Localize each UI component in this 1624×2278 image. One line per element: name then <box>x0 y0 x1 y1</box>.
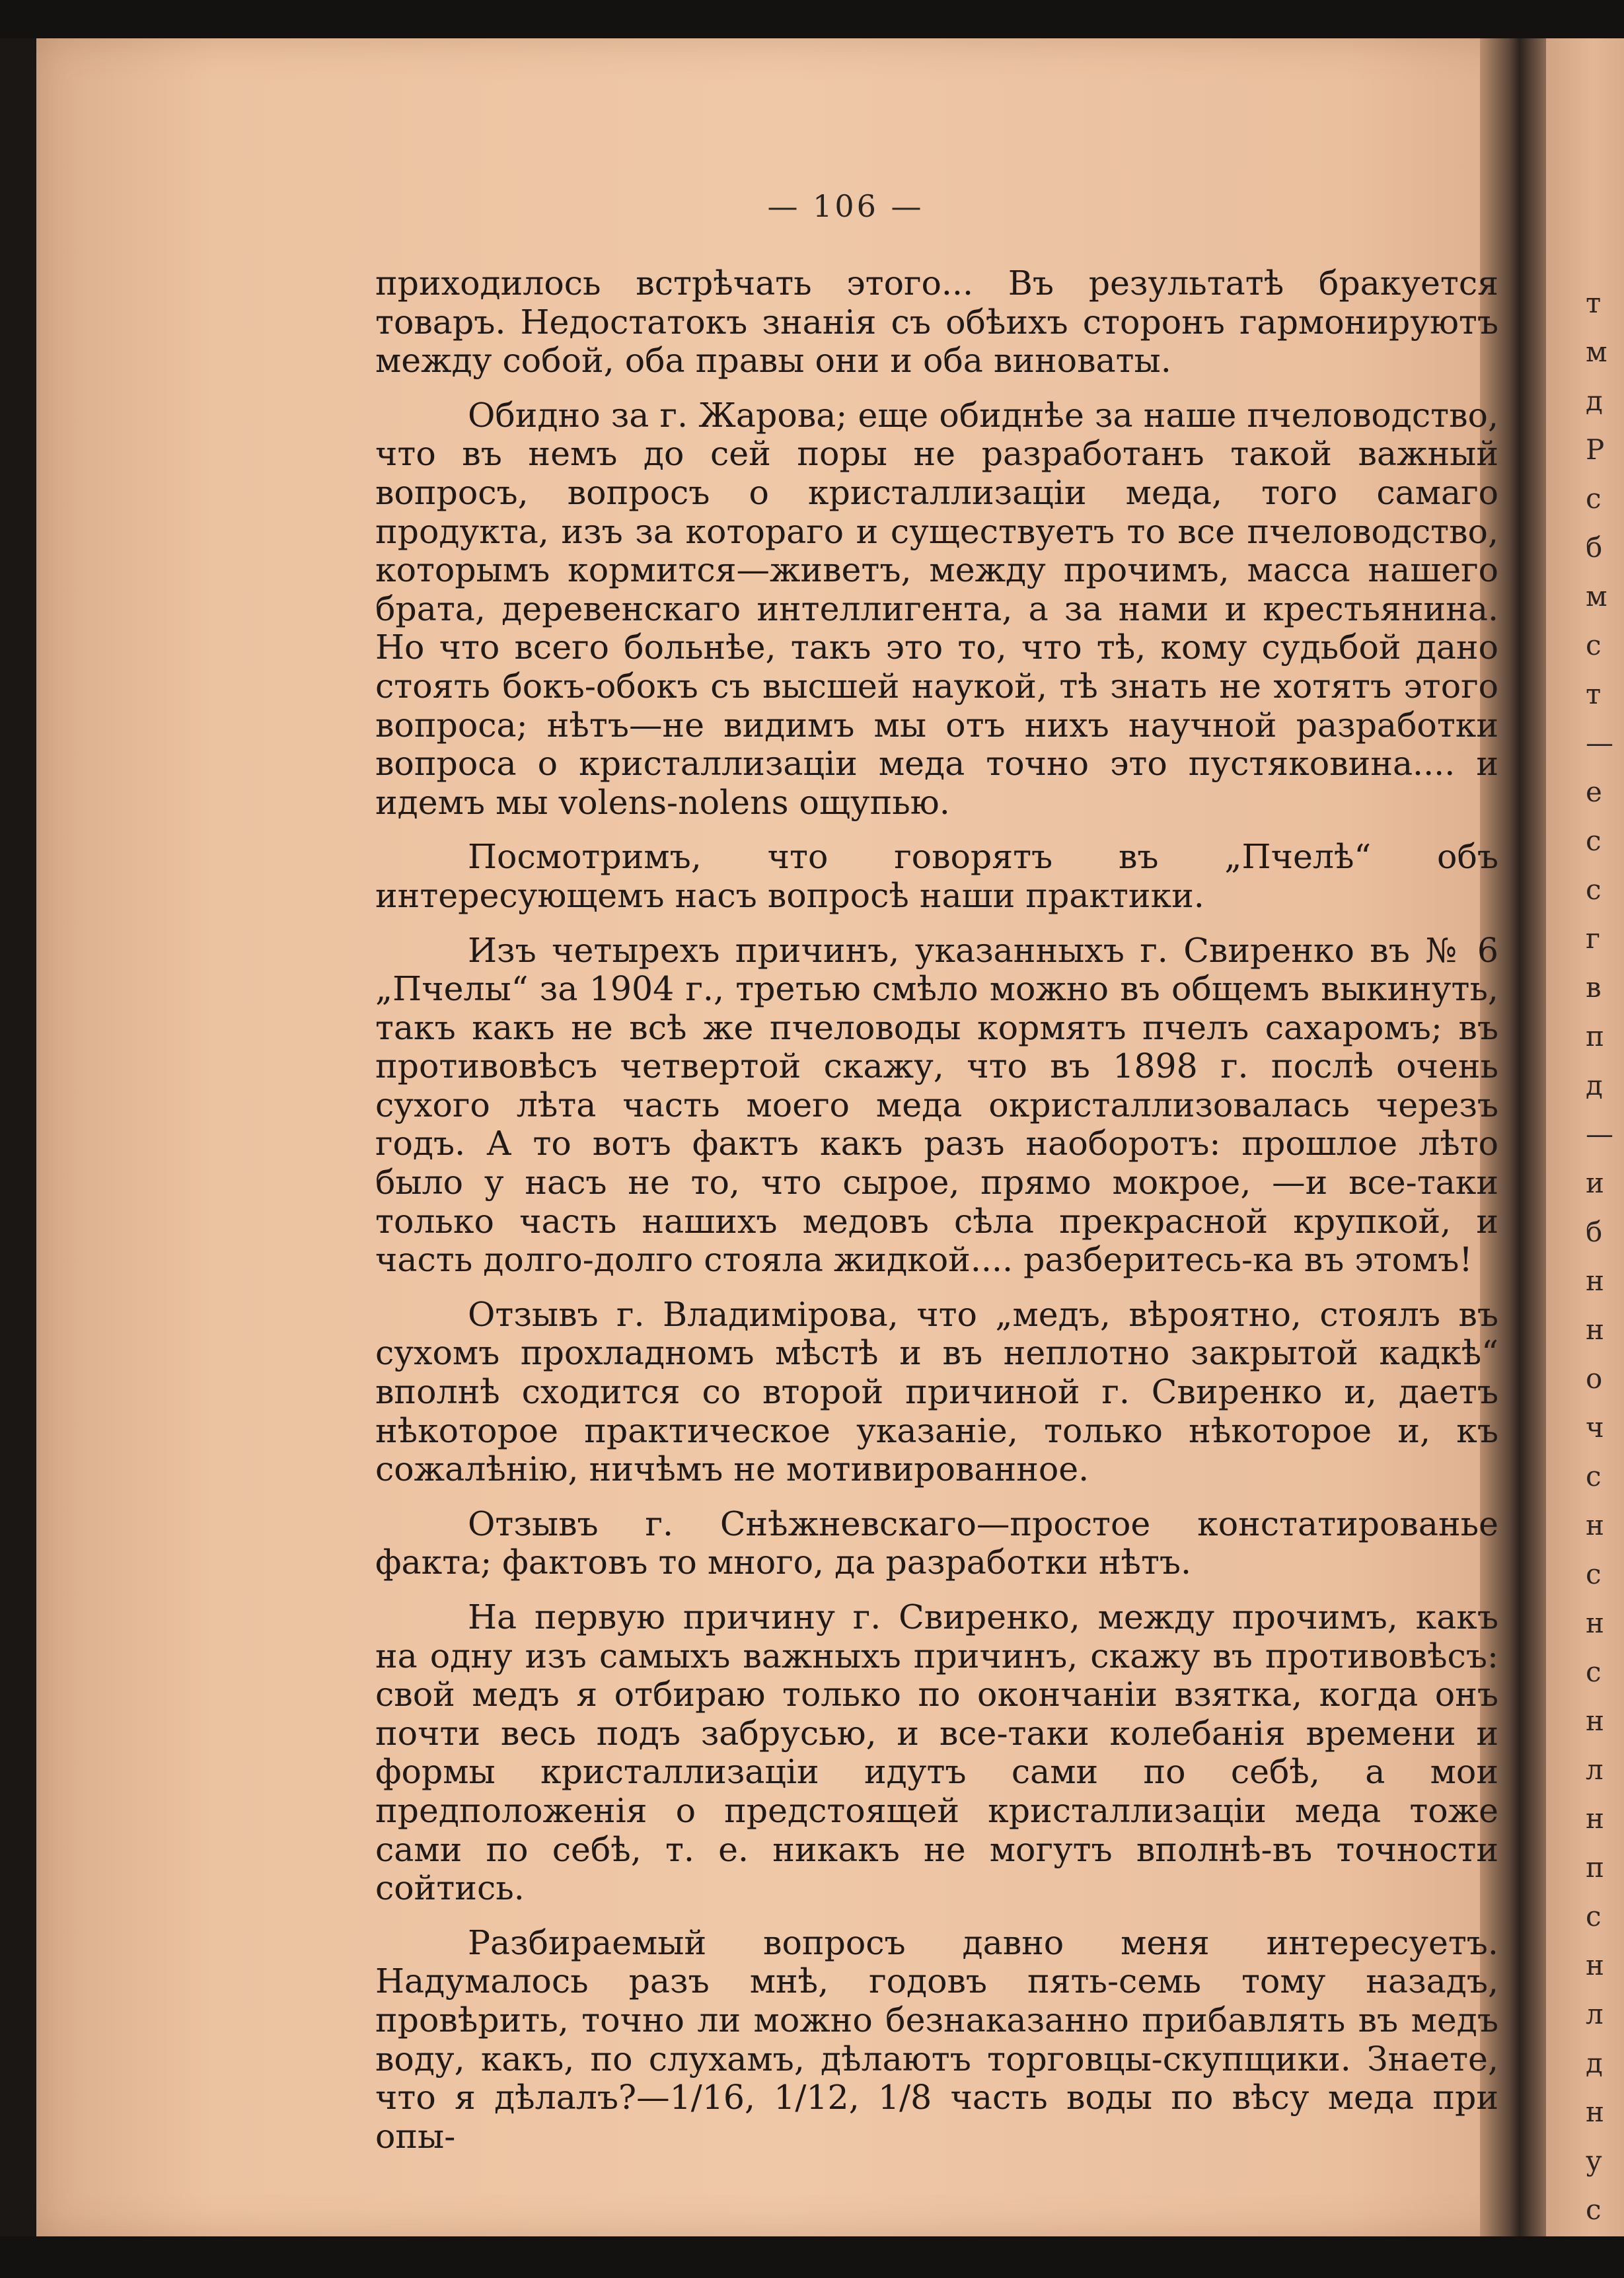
adjacent-page-glyph: с <box>1586 825 1602 857</box>
adjacent-page-glyph: в <box>1586 971 1602 1004</box>
paragraph-6: Отзывъ г. Снѣжневскаго—простое констатированье факта; фактовъ то много, да разработки нѣтъ. <box>375 1504 1498 1582</box>
adjacent-page-glyph: у <box>1586 2145 1602 2177</box>
adjacent-page-glyph: с <box>1586 482 1602 515</box>
adjacent-page-glyph: н <box>1586 1265 1604 1297</box>
scan-bottom-border <box>0 2236 1624 2278</box>
adjacent-page-glyph: н <box>1586 1607 1604 1639</box>
paragraph-4: Изъ четырехъ причинъ, указанныхъ г. Свиренко въ № 6 „Пчелы“ за 1904 г., третью смѣло можно въ общемъ выкинуть, такъ какъ не всѣ же пчеловоды кормятъ пчелъ сахаромъ; въ противовѣсъ четвертой скажу, что въ 1898 г. послѣ очень сухого лѣта часть моего меда окристаллизовалась черезъ годъ. А то вотъ фактъ какъ разъ наоборотъ: прошлое лѣто было у насъ не то, что сырое, прямо мокрое, —и все-таки только часть нашихъ медовъ сѣла прекрасной крупкой, и часть долго-долго стояла жидкой.... разберитесь-ка въ этомъ! <box>375 930 1498 1280</box>
adjacent-page-glyph: с <box>1586 2193 1602 2226</box>
adjacent-page-glyph: — <box>1586 1118 1613 1150</box>
adjacent-page-glyph: н <box>1586 1313 1604 1346</box>
adjacent-page-glyph: д <box>1586 2047 1603 2079</box>
adjacent-page-glyph: н <box>1586 2096 1604 2128</box>
adjacent-page-glyph: с <box>1586 1460 1602 1492</box>
adjacent-page-glyph: м <box>1586 580 1607 612</box>
adjacent-page-glyph: и <box>1586 1167 1604 1199</box>
adjacent-page-glyph: п <box>1586 1851 1604 1884</box>
adjacent-page-glyph: л <box>1586 1753 1604 1786</box>
adjacent-page-glyph: Р <box>1586 433 1605 466</box>
adjacent-page-glyph: н <box>1586 1509 1604 1541</box>
adjacent-page-glyph: н <box>1586 1949 1604 1981</box>
adjacent-page-glyph: ч <box>1586 1411 1604 1444</box>
scan-top-border <box>0 0 1624 38</box>
paragraph-5: Отзывъ г. Владимірова, что „медъ, вѣроятно, стоялъ въ сухомъ прохладномъ мѣстѣ и въ неплотно закрытой кадкѣ“ вполнѣ сходится со второй причиной г. Свиренко и, даетъ нѣкоторое практическое указаніе, только нѣкоторое и, къ сожалѣнію, ничѣмъ не мотивированное. <box>375 1294 1498 1489</box>
adjacent-page-glyph: г <box>1586 922 1601 955</box>
adjacent-page-glyph: с <box>1586 629 1602 661</box>
adjacent-page-glyph: б <box>1586 1216 1603 1248</box>
paragraph-1: приходилось встрѣчать этого... Въ результатѣ бракуется товаръ. Недостатокъ знанія съ обѣихъ сторонъ гармонируютъ между собой, оба правы они и оба виноваты. <box>375 264 1498 381</box>
adjacent-page-glyph: е <box>1586 776 1602 808</box>
paragraph-2: Обидно за г. Жарова; еще обиднѣе за наше пчеловодство, что въ немъ до сей поры не разработанъ такой важный вопросъ, вопросъ о кристаллизаціи меда, того самаго продукта, изъ за котораго и существуетъ то все пчеловодство, которымъ кормится—живетъ, между прочимъ, масса нашего брата, деревенскаго интеллигента, а за нами и крестьянина. Но что всего больнѣе, такъ это то, что тѣ, кому судьбой дано стоять бокъ-обокъ съ высшей наукой, тѣ знать не хотятъ этого вопроса; нѣтъ—не видимъ мы отъ нихъ научной разработки вопроса о кристаллизаціи меда точно это пустяковина.... и идемъ мы volens-nolens ощупью. <box>375 395 1498 822</box>
page-number: — 106 — <box>767 188 924 224</box>
adjacent-page-glyph: с <box>1586 1558 1602 1590</box>
adjacent-page-glyph: т <box>1586 287 1602 319</box>
adjacent-page-glyph: — <box>1586 727 1613 759</box>
adjacent-page-glyph: о <box>1586 1362 1603 1395</box>
adjacent-page-glyph: т <box>1586 678 1602 710</box>
page-text <box>375 264 1498 2172</box>
paragraph-7: На первую причину г. Свиренко, между прочимъ, какъ на одну изъ самыхъ важныхъ причинъ, скажу въ противовѣсъ: свой медъ я отбираю только по окончаніи взятка, когда онъ почти весь подъ забрусью, и все-таки колебанія времени и формы кристаллизаціи идутъ сами по себѣ, а мои предположенія о предстоящей кристаллизаціи меда тоже сами по себѣ, т. е. никакъ не могутъ вполнѣ-въ точности сойтись. <box>375 1598 1498 1908</box>
adjacent-page-glyph: с <box>1586 1900 1602 1932</box>
adjacent-page-glyph: п <box>1586 1020 1604 1052</box>
adjacent-page-glyph: д <box>1586 1069 1603 1101</box>
adjacent-page-glyph: л <box>1586 1998 1604 2030</box>
adjacent-page-glyph: н <box>1586 1802 1604 1835</box>
adjacent-page-glyph: м <box>1586 336 1607 368</box>
adjacent-page-glyph: с <box>1586 873 1602 906</box>
adjacent-page-glyph: с <box>1586 1656 1602 1688</box>
adjacent-page-glyph: б <box>1586 531 1603 564</box>
adjacent-page-glyph: д <box>1586 385 1603 417</box>
paragraph-3: Посмотримъ, что говорятъ въ „Пчелѣ“ объ интересующемъ насъ вопросѣ наши практики. <box>375 837 1498 915</box>
adjacent-page-edge <box>1546 38 1624 2236</box>
adjacent-page-glyph: н <box>1586 1705 1604 1737</box>
paragraph-8: Разбираемый вопросъ давно меня интересуетъ. Надумалось разъ мнѣ, годовъ пять-семь тому назадъ, провѣрить, точно ли можно безнаказанно прибавлять въ медъ воду, какъ, по слухамъ, дѣлаютъ торговцы-скупщики. Знаете, что я дѣлалъ?—1/16, 1/12, 1/8 часть воды по вѣсу меда при опы- <box>375 1923 1498 2156</box>
